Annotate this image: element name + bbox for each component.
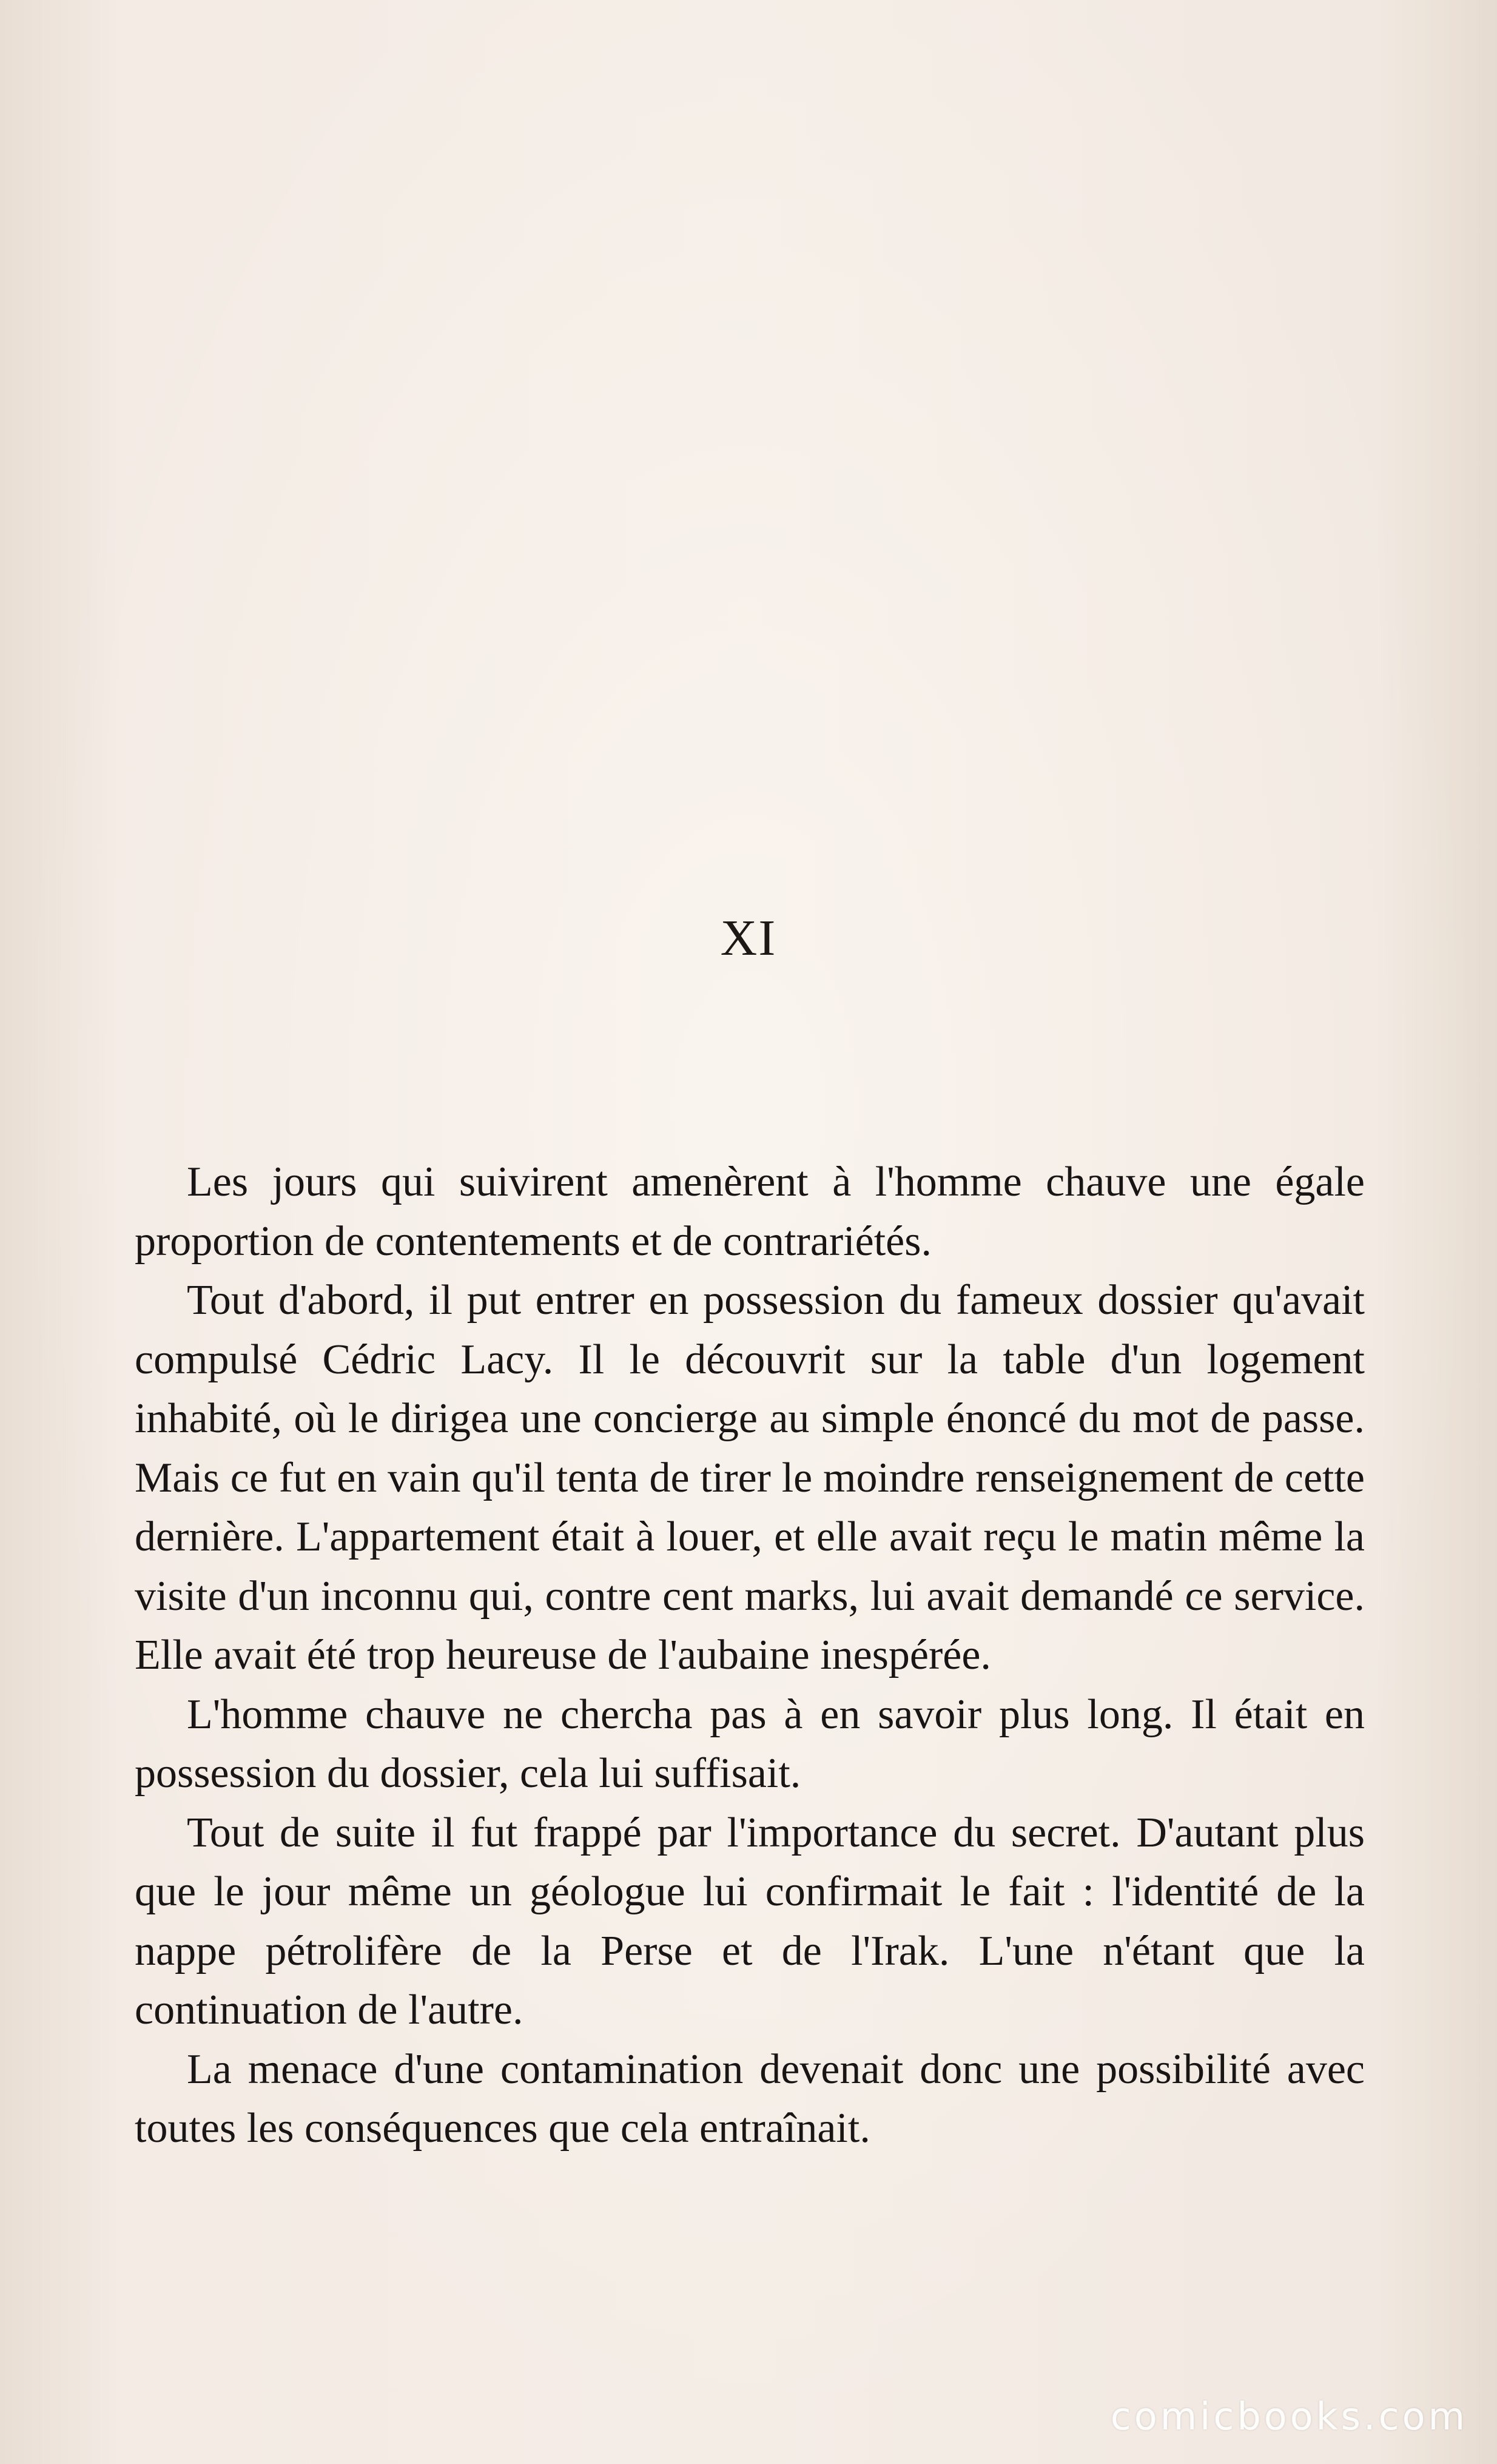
chapter-heading: XI	[720, 910, 777, 966]
paragraph-1: Les jours qui suivirent amenèrent à l'homme chauve une égale proportion de contentements et de contrariétés.	[135, 1159, 1365, 1265]
paragraph-5: La menace d'une contamination devenait donc une possibilité avec toutes les conséquences que cela entraînait.	[135, 2045, 1365, 2152]
paragraph-4: Tout de suite il fut frappé par l'importance du secret. D'autant plus que le jour même un géologue lui confirmait le fait : l'identité de la nappe pétrolifère de la Perse et de l'Irak. L'une n'étant que la continuation de l'autre.	[135, 1809, 1365, 2033]
watermark-logo: comicbooks.com	[1110, 2394, 1468, 2439]
paragraph-3: L'homme chauve ne chercha pas à en savoir plus long. Il était en possession du dossier, cela lui suffisait.	[135, 1691, 1365, 1797]
paragraph-2: Tout d'abord, il put entrer en possession du fameux dossier qu'avait compulsé Cédric Lacy. Il le découvrit sur la table d'un logement inhabité, où le dirigea une concierge au simple énoncé du mot de passe. Mais ce fut en vain qu'il tenta de tirer le moindre renseignement de cette dernière. L'appartement était à louer, et elle avait reçu le matin même la visite d'un inconnu qui, contre cent marks, lui avait demandé ce service. Elle avait été trop heureuse de l'aubaine inespérée.	[135, 1277, 1365, 1678]
body-text	[135, 1153, 1365, 2158]
